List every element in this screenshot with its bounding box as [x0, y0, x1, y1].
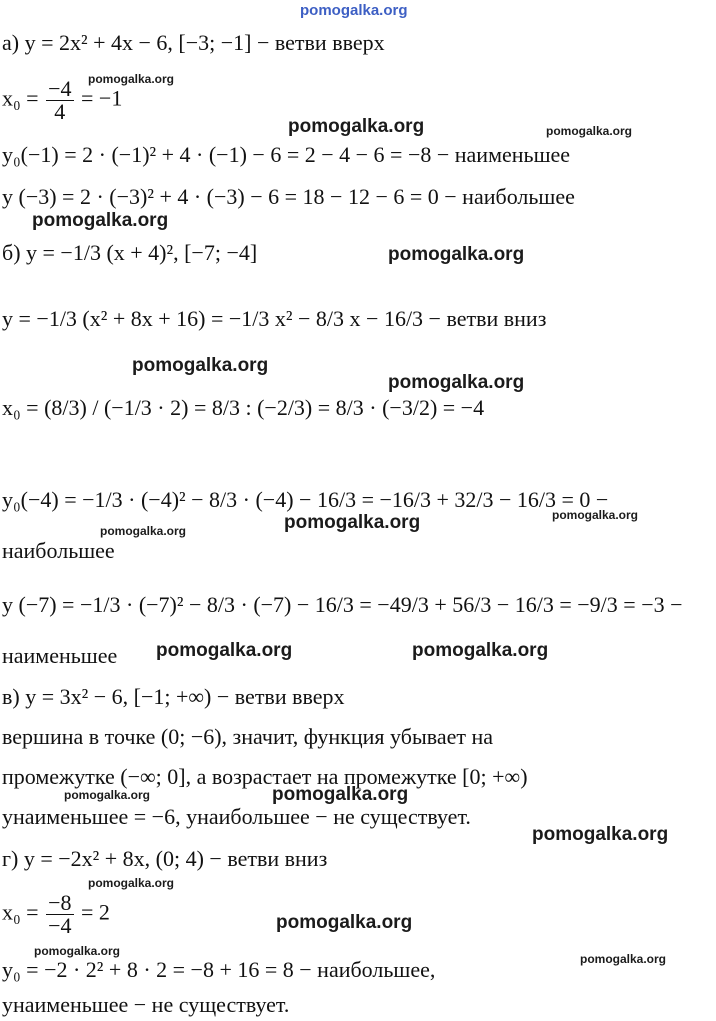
- watermark: pomogalka.org: [64, 788, 151, 802]
- watermark: pomogalka.org: [284, 512, 421, 533]
- part-v-equation: в) y = 3x² − 6, [−1; +∞) − ветви вверх: [2, 684, 345, 709]
- watermark: pomogalka.org: [88, 72, 175, 86]
- part-b-min-label: наименьшее: [2, 643, 118, 668]
- watermark: pomogalka.org: [532, 824, 669, 845]
- fraction-numerator: −8: [48, 890, 72, 915]
- part-a-max: y (−3) = 2 · (−3)² + 4 · (−3) − 6 = 18 − 12 − 6 = 0 − наибольшее: [2, 184, 575, 209]
- part-a-equation: а) y = 2x² + 4x − 6, [−3; −1] − ветви вверх: [2, 30, 385, 55]
- vertex-lhs: x₀ =: [2, 85, 45, 111]
- watermark: pomogalka.org: [580, 952, 667, 966]
- watermark: pomogalka.org: [272, 784, 409, 805]
- fraction-denominator: 4: [54, 99, 66, 124]
- watermark: pomogalka.org: [288, 116, 425, 137]
- fraction-denominator: −4: [48, 913, 72, 938]
- fraction-numerator: −4: [48, 76, 72, 101]
- part-v-extrema: yнаименьшее = −6, yнаибольшее − не существует.: [2, 804, 471, 829]
- watermark: pomogalka.org: [88, 876, 175, 890]
- vertex-fraction: [46, 78, 73, 123]
- vertex-rhs: = −1: [75, 85, 123, 111]
- watermark-top: pomogalka.org: [300, 2, 408, 19]
- part-b-equation: б) y = −1/3 (x + 4)², [−7; −4]: [2, 240, 258, 265]
- watermark: pomogalka.org: [546, 124, 633, 138]
- part-a-min: y₀(−1) = 2 · (−1)² + 4 · (−1) − 6 = 2 − 4 − 6 = −8 − наименьшее: [2, 142, 571, 167]
- watermark: pomogalka.org: [276, 912, 413, 933]
- part-v-text-2: промежутке (−∞; 0], а возрастает на промежутке [0; +∞): [2, 764, 528, 789]
- watermark: pomogalka.org: [412, 640, 549, 661]
- watermark: pomogalka.org: [132, 355, 269, 376]
- part-b-max-label: наибольшее: [2, 538, 115, 563]
- vertex-lhs: x₀ =: [2, 899, 45, 925]
- vertex-rhs: = 2: [75, 899, 110, 925]
- part-b-min: y (−7) = −1/3 · (−7)² − 8/3 · (−7) − 16/3 = −49/3 + 56/3 − 16/3 = −9/3 = −3 −: [2, 592, 683, 617]
- part-g-vertex: [2, 892, 110, 937]
- part-g-max: y₀ = −2 · 2² + 8 · 2 = −8 + 16 = 8 − наибольшее,: [2, 957, 436, 982]
- watermark: pomogalka.org: [34, 944, 121, 958]
- part-v-text-1: вершина в точке (0; −6), значит, функция убывает на: [2, 724, 494, 749]
- part-g-min: yнаименьшее − не существует.: [2, 992, 290, 1017]
- watermark: pomogalka.org: [388, 244, 525, 265]
- part-b-max: y₀(−4) = −1/3 · (−4)² − 8/3 · (−4) − 16/3 = −16/3 + 32/3 − 16/3 = 0 −: [2, 487, 609, 512]
- part-g-equation: г) y = −2x² + 8x, (0; 4) − ветви вниз: [2, 846, 328, 871]
- watermark: pomogalka.org: [388, 372, 525, 393]
- watermark: pomogalka.org: [156, 640, 293, 661]
- watermark: pomogalka.org: [32, 210, 169, 231]
- part-b-expanded: y = −1/3 (x² + 8x + 16) = −1/3 x² − 8/3 x − 16/3 − ветви вниз: [2, 306, 547, 331]
- vertex-fraction: [46, 892, 73, 937]
- watermark: pomogalka.org: [100, 524, 187, 538]
- part-b-vertex: x₀ = (8/3) / (−1/3 · 2) = 8/3 : (−2/3) = 8/3 · (−3/2) = −4: [2, 395, 485, 420]
- watermark: pomogalka.org: [552, 508, 639, 522]
